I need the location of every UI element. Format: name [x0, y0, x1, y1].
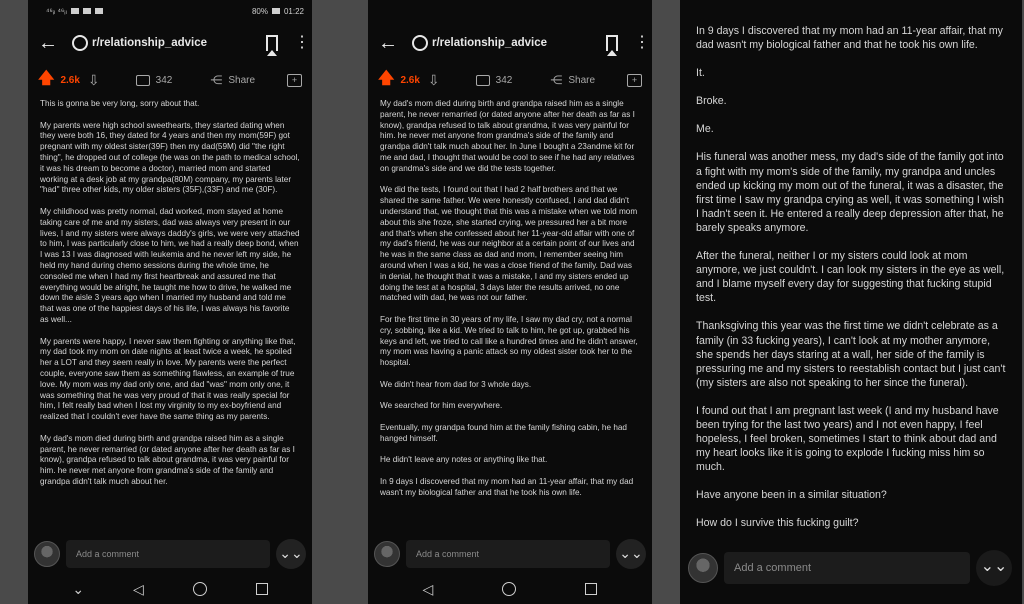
add-comment-input[interactable]: Add a comment — [724, 552, 970, 584]
paragraph: How do I survive this fucking guilt? — [696, 517, 859, 530]
post-header — [368, 22, 652, 64]
phone-screen-2 — [368, 0, 652, 604]
award-icon[interactable]: + — [287, 74, 302, 87]
subreddit-icon — [412, 35, 428, 51]
downvote-icon[interactable]: ⇩ — [427, 71, 440, 88]
paragraph: Have anyone been in a similar situation? — [696, 489, 887, 502]
paragraph: My parents were high school sweethearts, they started dating when they were both 16, they dated for 4 years and then my mom(59F) got pregnant with my oldest sister(39F) then my dad(59M) did "the right thing", he dropped out of college (he was on the path to medical school, it was his dream to become a doctor), married mom and started working at a desk job at my grandpa(80M) company, my parents later "had" three other kids, my older sisters (35F),(33F) and me (30F). — [40, 120, 300, 195]
mail-icon — [95, 8, 103, 14]
post-header — [28, 22, 312, 64]
system-nav-bar — [28, 574, 312, 604]
paragraph: For the first time in 30 years of my life, I saw my dad cry, not a normal cry, sobbing, like a kid. We tried to talk to him, he got up, grabbed his keys and left, we tried to call like a hundred times and he didn't answer, my mom was having a panic attack so my oldest sister took her to the hospital. — [380, 314, 638, 368]
paragraph: Me. — [696, 123, 714, 136]
comment-icon[interactable] — [476, 75, 490, 86]
paragraph: In 9 days I discovered that my mom had an 11-year affair, that my dad wasn't my biological father and that he took his own life. — [696, 25, 1003, 52]
battery-percent: 80% — [251, 6, 268, 16]
battery-icon — [272, 8, 280, 14]
upvote-icon[interactable]: 🡅 — [378, 69, 395, 87]
paragraph: This is gonna be very long, sorry about that. — [40, 99, 200, 108]
bookmark-icon[interactable] — [606, 35, 618, 51]
status-bar — [368, 0, 652, 22]
avatar[interactable] — [374, 541, 400, 567]
hide-nav-icon[interactable]: ⌄ — [72, 580, 85, 597]
nav-back-icon[interactable]: ◁ — [133, 580, 144, 597]
award-icon[interactable]: + — [627, 74, 642, 87]
jump-down-icon[interactable]: ⌄⌄ — [616, 539, 646, 569]
share-icon[interactable]: ⋲ — [550, 73, 563, 87]
comment-count[interactable]: 342 — [495, 74, 513, 86]
more-options-icon[interactable]: ⋮ — [634, 34, 650, 51]
comment-composer — [680, 546, 1022, 590]
jump-down-icon[interactable]: ⌄⌄ — [976, 550, 1012, 586]
phone-screen-1 — [28, 0, 312, 604]
avatar[interactable] — [34, 541, 60, 567]
comment-icon[interactable] — [136, 75, 150, 86]
subreddit-name[interactable]: r/relationship_advice — [432, 37, 548, 49]
jump-down-icon[interactable]: ⌄⌄ — [276, 539, 306, 569]
post-body — [368, 96, 652, 530]
paragraph: My dad's mom died during birth and grandpa raised him as a single parent, he never remarried (or dated anyone after her death as far as I know), grandpa refused to talk about grandma, it was very painful for him. he never met anyone from grandma's side of the family and grandpa didn't talk much about her. In June I bought a 23andme kit for me and dad, I thought that would be cool to see if he had any relatives on grandma's side and we did the tests together. — [380, 99, 635, 173]
back-arrow-icon[interactable]: ← — [38, 31, 58, 54]
share-button[interactable]: Share — [228, 74, 256, 86]
paragraph: My childhood was pretty normal, dad worked, mom stayed at home taking care of me and my sisters, dad was always very present in our lives, I and my sisters were always daddy's girls, we were very attached to him, I was particularly close to him, we had a really deep bond, when I was 13 I was diagnosed with leukemia and he never left my side, he held my hand during chemo sessions during the whole time, he consoled me when I had my first heartbreak and assured me that everything would be alright, he taught me how to drive, he walked me down the aisle 3 years ago when I married my husband and told me that was one of the happiest days of his life, I was always his favorite as well... — [40, 206, 300, 324]
paragraph: His funeral was another mess, my dad's side of the family got into a fight with my mom's side of the family, my grandpa and uncles ended up kicking my mom out of the funeral, it was a disaster, the first time I saw my grandpa crying as well, it was something I wish I hadn't seen it. He entered a really deep depression after that, he barely speaks anymore. — [696, 151, 1004, 234]
nav-recents-icon[interactable] — [585, 583, 597, 595]
more-options-icon[interactable]: ⋮ — [294, 34, 310, 51]
avatar[interactable] — [688, 553, 718, 583]
subreddit-name[interactable]: r/relationship_advice — [92, 37, 208, 49]
post-actions — [368, 64, 652, 96]
comment-composer — [368, 534, 652, 574]
share-icon[interactable]: ⋲ — [210, 73, 223, 87]
signal-icon: ⁴⁶ᵢₗ ⁴⁶ᵢₗ — [46, 6, 67, 16]
bookmark-icon[interactable] — [266, 35, 278, 51]
post-body — [28, 96, 312, 530]
add-comment-input[interactable]: Add a comment — [406, 540, 610, 568]
nav-back-icon[interactable]: ◁ — [422, 580, 434, 597]
post-body — [680, 24, 1022, 544]
vote-count: 2.6k — [60, 74, 80, 86]
comment-composer — [28, 534, 312, 574]
clock: 01:22 — [283, 6, 304, 16]
paragraph: Thanksgiving this year was the first time we didn't celebrate as a family (in 33 fucking years), I can't look at my mother anymore, she spends her days staring at a wall, her side of the family is pressuring me and my sisters to reestablish contact but I just can't (my sisters are also not speaking to her since the funeral). — [696, 320, 1006, 389]
paragraph: He didn't leave any notes or anything like that. — [380, 455, 548, 465]
paragraph: My parents were happy, I never saw them fighting or anything like that, my dad took my mom on date nights at least twice a week, he spoiled her a LOT and they seem really in love. My parents were the perfect couple, everyone saw them as something flawless, an example of true love. My mom was my dad only one, and dad "was" mom only one, it was something that he was very proud of that it was really special for him, I felt really bad when I lost my virginity to my ex-boyfriend and realized that I couldn't ever have the same thing as my parents. — [40, 336, 296, 422]
nav-home-icon[interactable] — [502, 582, 516, 596]
system-nav-bar — [368, 574, 652, 604]
paragraph: I found out that I am pregnant last week (I and my husband have been trying for the last two years) and I not even happy, I feel hopeless, I feel broken, sometimes I start to think about dad and my heart looks like it is going to explode I fucking miss him so much. — [696, 404, 999, 474]
paragraph: Eventually, my grandpa found him at the family fishing cabin, he had hanged himself. — [380, 422, 627, 443]
notification-icon — [71, 8, 79, 14]
paragraph: We searched for him everywhere. — [380, 401, 503, 411]
add-comment-input[interactable]: Add a comment — [66, 540, 270, 568]
subreddit-icon — [72, 35, 88, 51]
phone-screen-3 — [680, 0, 1022, 604]
paragraph: We didn't hear from dad for 3 whole days. — [380, 379, 532, 389]
paragraph: Broke. — [696, 95, 727, 108]
paragraph: After the funeral, neither I or my sisters could look at mom anymore, we just couldn't. I can look my sisters in the eye as well, and I blame myself every day for suggesting that fucking stupid test. — [696, 250, 1005, 305]
paragraph: We did the tests, I found out that I had 2 half brothers and that we shared the same father. We were honestly confused, I and dad didn't understand that, we thought that this was a mistake when we told mom about this she froze, she started crying, we pressured her a bit more and that's when she confessed about her 11-year-old affair with one of my dad's friend, he was our neighbor at a certain point of our lives and he was in the same class as dad and mom, I remember seeing him around when I was a kid, he was a close friend of the family. Dad was in denial, he thought that it was a mistake, I and my sisters ended up doing the test at a hospital, 3 days later the results arrived, no one matched with dad, he was not our father. — [380, 185, 638, 303]
downvote-icon[interactable]: ⇩ — [87, 71, 100, 88]
post-actions — [28, 64, 312, 96]
paragraph: In 9 days I discovered that my mom had an 11-year affair, that my dad wasn't my biological father and that he took his own life. — [380, 476, 634, 497]
linkedin-icon — [83, 8, 91, 14]
status-bar — [28, 0, 312, 22]
vote-count: 2.6k — [400, 74, 420, 86]
nav-home-icon[interactable] — [193, 582, 207, 596]
nav-recents-icon[interactable] — [256, 583, 268, 595]
paragraph: It. — [696, 67, 705, 80]
upvote-icon[interactable]: 🡅 — [38, 69, 55, 87]
share-button[interactable]: Share — [568, 74, 596, 86]
paragraph: My dad's mom died during birth and grandpa raised him as a single parent, he never remarried (or dated anyone after her death as far as I know), grandpa refused to talk about grandma, it was very painful for him. he never met anyone from grandma's side of the family and grandpa didn't talk much about her. — [40, 433, 295, 486]
back-arrow-icon[interactable]: ← — [378, 31, 398, 54]
comment-count[interactable]: 342 — [155, 74, 173, 86]
